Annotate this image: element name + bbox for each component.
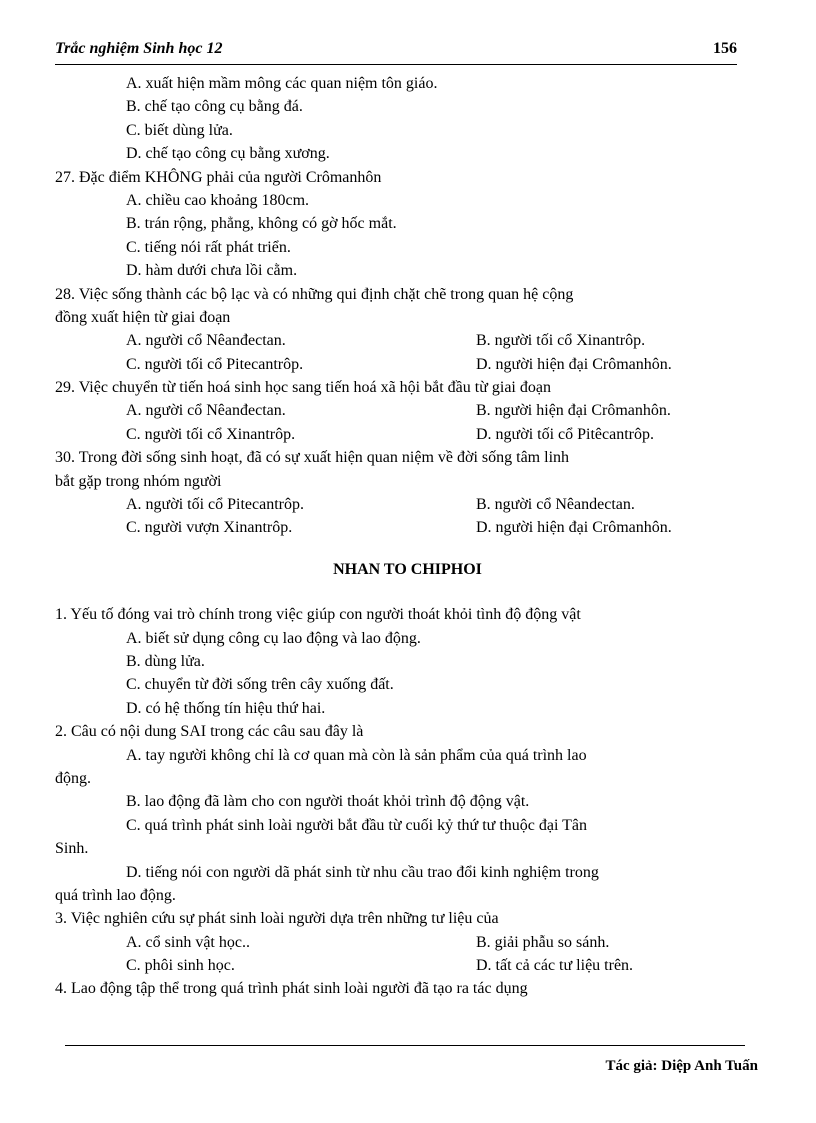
- section-title: NHAN TO CHIPHOI: [333, 560, 482, 578]
- q28-option-b: B. người tối cổ Xinantrôp.: [476, 332, 646, 350]
- s3-option-d: D. tất cả các tư liệu trên.: [476, 957, 634, 975]
- s2-option-b: B. lao động đã làm cho con người thoát khỏi trình độ động vật.: [126, 793, 530, 811]
- section-question-1: 1. Yếu tố đóng vai trò chính trong việc giúp con người thoát khỏi tình độ động vật: [55, 606, 581, 624]
- header-title: Trắc nghiệm Sinh học 12: [55, 40, 223, 57]
- question-29: 29. Việc chuyển từ tiến hoá sinh học sang tiến hoá xã hội bắt đầu từ giai đoạn: [55, 379, 551, 397]
- q27-option-c: C. tiếng nói rất phát triển.: [126, 238, 291, 256]
- s1-option-b: B. dùng lửa.: [126, 652, 205, 670]
- q28-options-row2: [55, 353, 760, 376]
- page-content: [55, 72, 760, 1001]
- s2-option-d-line1: D. tiếng nói con người dã phát sinh từ nhu cầu trao đổi kinh nghiệm trong: [126, 863, 599, 881]
- q30-option-d: D. người hiện đại Crômanhôn.: [476, 519, 672, 537]
- section-question-4: 4. Lao động tập thể trong quá trình phát sinh loài người đã tạo ra tác dụng: [55, 980, 528, 998]
- option-b: B. chế tạo công cụ bằng đá.: [126, 98, 303, 116]
- q27-option-a: A. chiều cao khoảng 180cm.: [126, 191, 310, 209]
- question-27: 27. Đặc điểm KHÔNG phải của người Crômanhôn: [55, 168, 382, 186]
- q29-options-row2: [55, 423, 760, 446]
- q29-option-b: B. người hiện đại Crômanhôn.: [476, 402, 671, 420]
- s3-options-row2: [55, 954, 760, 977]
- footer-author: Tác giả: Diệp Anh Tuấn: [605, 1058, 758, 1074]
- q28-option-c: C. người tối cổ Pitecantrôp.: [126, 355, 304, 373]
- page-number: 156: [713, 40, 737, 57]
- s3-option-b: B. giải phẫu so sánh.: [476, 933, 610, 951]
- q30-options-row1: [55, 493, 760, 516]
- s2-option-c-line2: Sinh.: [55, 840, 89, 858]
- section-question-3: 3. Việc nghiên cứu sự phát sinh loài người dựa trên những tư liệu của: [55, 910, 499, 928]
- option-c: C. biết dùng lửa.: [126, 121, 233, 139]
- option-d: D. chế tạo công cụ bằng xương.: [126, 145, 330, 163]
- s3-option-a: A. cổ sinh vật học..: [126, 933, 250, 951]
- footer-divider: [65, 1045, 745, 1046]
- question-30-line2: bắt gặp trong nhóm người: [55, 472, 222, 490]
- s2-option-a-line1: A. tay người không chỉ là cơ quan mà còn là sản phẩm của quá trình lao: [126, 746, 587, 764]
- question-30-line1: 30. Trong đời sống sinh hoạt, đã có sự xuất hiện quan niệm về đời sống tâm linh: [55, 449, 570, 467]
- question-28-line2: đồng xuất hiện từ giai đoạn: [55, 308, 231, 326]
- option-a: A. xuất hiện mầm mông các quan niệm tôn giáo.: [126, 75, 438, 92]
- s3-options-row1: [55, 931, 760, 954]
- q28-options-row1: [55, 329, 760, 352]
- q29-option-d: D. người tối cổ Pitêcantrôp.: [476, 425, 654, 443]
- q27-option-d: D. hàm dưới chưa lồi cằm.: [126, 262, 298, 280]
- q30-option-c: C. người vượn Xinantrôp.: [126, 519, 293, 537]
- q30-options-row2: [55, 516, 760, 539]
- s1-option-d: D. có hệ thống tín hiệu thứ hai.: [126, 699, 326, 717]
- q30-option-a: A. người tối cổ Pitecantrôp.: [126, 496, 304, 514]
- page-header: [55, 38, 737, 65]
- q29-options-row1: [55, 399, 760, 422]
- s2-option-a-line2: động.: [55, 769, 91, 787]
- q27-option-b: B. trán rộng, phẳng, không có gờ hốc mắt.: [126, 215, 397, 233]
- section-question-2: 2. Câu có nội dung SAI trong các câu sau đây là: [55, 723, 364, 741]
- q28-option-a: A. người cổ Nêanđectan.: [126, 332, 286, 350]
- s2-option-c-line1: C. quá trình phát sinh loài người bắt đầu từ cuối kỷ thứ tư thuộc đại Tân: [126, 816, 588, 834]
- q30-option-b: B. người cổ Nêandectan.: [476, 496, 635, 514]
- q29-option-a: A. người cổ Nêanđectan.: [126, 402, 286, 420]
- s1-option-c: C. chuyển từ đời sống trên cây xuống đất.: [126, 676, 394, 694]
- s3-option-c: C. phôi sinh học.: [126, 957, 235, 975]
- s1-option-a: A. biết sử dụng công cụ lao động và lao động.: [126, 629, 421, 647]
- s2-option-d-line2: quá trình lao động.: [55, 886, 176, 904]
- q29-option-c: C. người tối cổ Xinantrôp.: [126, 425, 296, 443]
- q28-option-d: D. người hiện đại Crômanhôn.: [476, 355, 672, 373]
- question-28-line1: 28. Việc sống thành các bộ lạc và có những qui định chặt chẽ trong quan hệ cộng: [55, 285, 574, 303]
